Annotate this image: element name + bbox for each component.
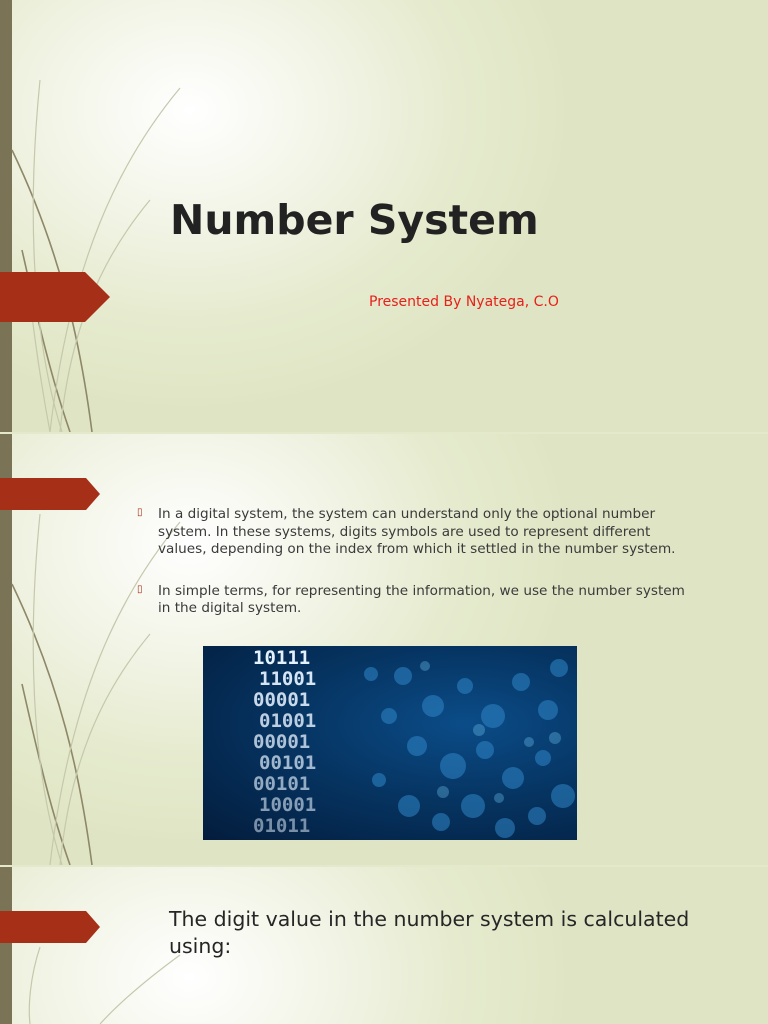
slide-3 [0,867,768,1024]
bullet-list [137,506,697,642]
bullet-item [137,506,697,559]
binary-digit-row: 00001 [253,731,311,753]
slide-1 [0,0,768,432]
accent-ribbon [0,911,100,943]
bullet-text: In simple terms, for representing the information, we use the number system in the digital system. [158,582,685,616]
binary-digit-row: 10001 [259,794,317,816]
slide-heading: The digit value in the number system is calculated using: [169,907,690,958]
binary-digit-row: 10111 [253,647,311,669]
bullet-marker-icon: ▯ [137,583,143,595]
bullet-marker-icon: ▯ [137,507,143,518]
bullet-item [137,583,697,618]
accent-ribbon [0,478,100,510]
binary-code-picture [203,646,577,840]
binary-digit-row: 01011 [253,815,311,837]
slide-2 [0,434,768,865]
slide-subtitle: Presented By Nyatega, C.O [369,294,559,310]
slide-title: Number System [170,196,539,244]
binary-digit-row: 00101 [259,752,317,774]
binary-digit-row: 01001 [259,710,317,732]
binary-digit-row: 00001 [253,689,311,711]
bullet-text: In a digital system, the system can understand only the optional number system. In these systems, digits symbols are used to represent different values, depending on the index from which it settled in the number system. [158,506,676,557]
binary-digit-row: 00101 [253,773,311,795]
binary-code-image [203,646,577,840]
binary-digit-row: 11001 [259,668,317,690]
